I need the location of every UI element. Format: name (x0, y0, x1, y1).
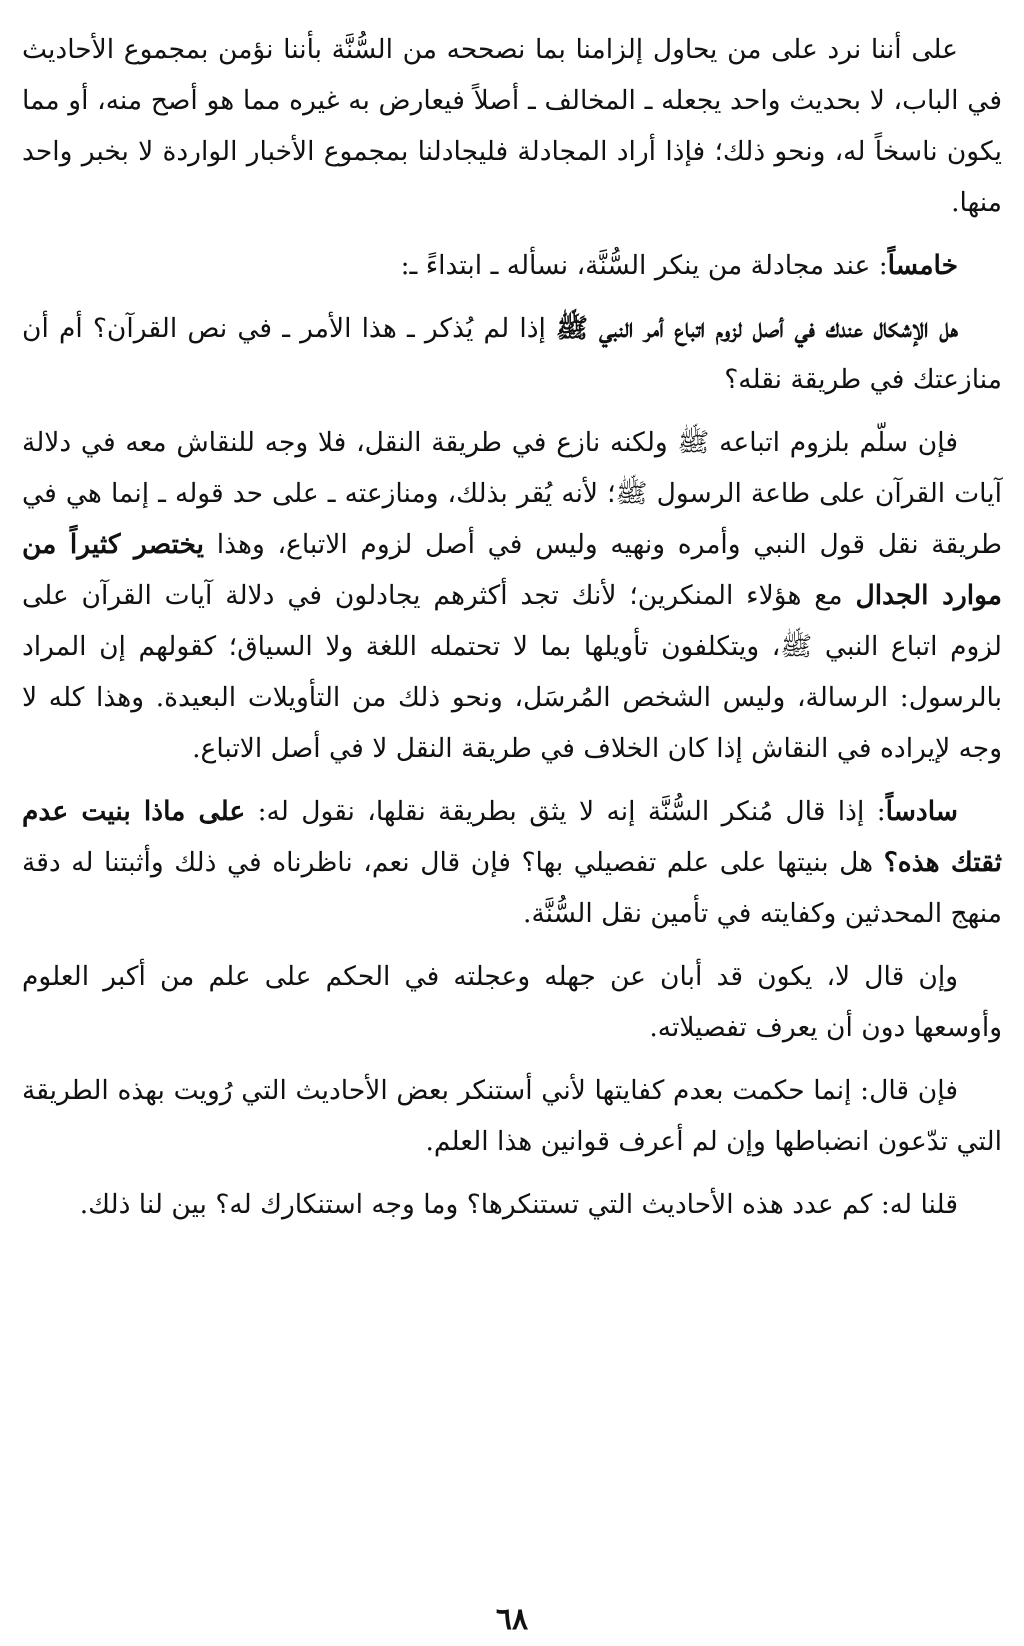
paragraph-7 (22, 1065, 1002, 1167)
page-number: ٦٨ (495, 1602, 529, 1637)
paragraph-text: على أننا نرد على من يحاول إلزامنا بما نصححه من السُّنَّة بأننا نؤمن بمجموع الأحاديث في الباب، لا بحديث واحد يجعله ـ المخالف ـ أصلاً فيعارض به غيره مما هو أصح منه، أو مما يكون ناسخاً له، ونحو ذلك؛ فإذا أراد المجادلة فليجادلنا بمجموع الأخبار الواردة لا بخبر واحد منها. (22, 34, 1002, 218)
paragraph-text: إذا لم يُذكر ـ هذا الأمر ـ في نص القرآن؟ أم أن منازعتك في طريقة نقله؟ (22, 313, 1002, 395)
paragraph-text: وإن قال لا، يكون قد أبان عن جهله وعجلته في الحكم على علم من أكبر العلوم وأوسعها دون أن يعرف تفصيلاته. (22, 961, 1002, 1043)
paragraph-8 (22, 1179, 1002, 1230)
paragraph-2-fifth-point (22, 240, 1002, 291)
paragraph-1 (22, 24, 1002, 228)
bold-phrase: يختصر كثيراً من موارد الجدال (22, 529, 1003, 611)
paragraph-5-sixth-point (22, 786, 1002, 939)
bold-question: هل الإشكال عندك في أصل لزوم اتباع أمر النبي ﷺ (556, 313, 959, 344)
document-page (22, 24, 1002, 1646)
bold-question: على ماذا بنيت عدم ثقتك هذه؟ (22, 796, 1003, 878)
paragraph-text: قلنا له: كم عدد هذه الأحاديث التي تستنكرها؟ وما وجه استنكارك له؟ بين لنا ذلك. (79, 1189, 958, 1220)
paragraph-text: هل بنيتها على علم تفصيلي بها؟ فإن قال نعم، ناظرناه في ذلك وأثبتنا له دقة منهج المحدثين وكفايته في تأمين نقل السُّنَّة. (22, 847, 1002, 929)
paragraph-text: : إذا قال مُنكر السُّنَّة إنه لا يثق بطريقة نقلها، نقول له: (245, 796, 886, 827)
heading-sixth: سادساً (885, 796, 958, 827)
paragraph-text: فإن سلّم بلزوم اتباعه ﷺ ولكنه نازع في طريقة النقل، فلا وجه للنقاش معه في دلالة آيات القرآن على طاعة الرسول ﷺ؛ لأنه يُقر بذلك، ومنازعته ـ على حد قوله ـ إنما هي في طريقة نقل قول النبي وأمره ونهيه وليس في أصل لزوم الاتباع، وهذا (22, 427, 1002, 560)
paragraph-4 (22, 417, 1002, 774)
paragraph-6 (22, 951, 1002, 1053)
paragraph-text: فإن قال: إنما حكمت بعدم كفايتها لأني أستنكر بعض الأحاديث التي رُويت بهذه الطريقة التي تدّعون انضباطها وإن لم أعرف قوانين هذا العلم. (22, 1075, 1002, 1157)
paragraph-3-question (22, 303, 1002, 405)
heading-fifth: خامساً (887, 250, 958, 281)
paragraph-text: : عند مجادلة من ينكر السُّنَّة، نسأله ـ ابتداءً ـ: (400, 250, 888, 281)
paragraph-text: مع هؤلاء المنكرين؛ لأنك تجد أكثرهم يجادلون في دلالة آيات القرآن على لزوم اتباع النبي ﷺ، ويتكلفون تأويلها بما لا تحتمله اللغة ولا السياق؛ كقولهم إن المراد بالرسول: الرسالة، وليس الشخص المُرسَل، ونحو ذلك من التأويلات البعيدة. وهذا كله لا وجه لإيراده في النقاش إذا كان الخلاف في طريقة النقل لا في أصل الاتباع. (22, 580, 1002, 764)
